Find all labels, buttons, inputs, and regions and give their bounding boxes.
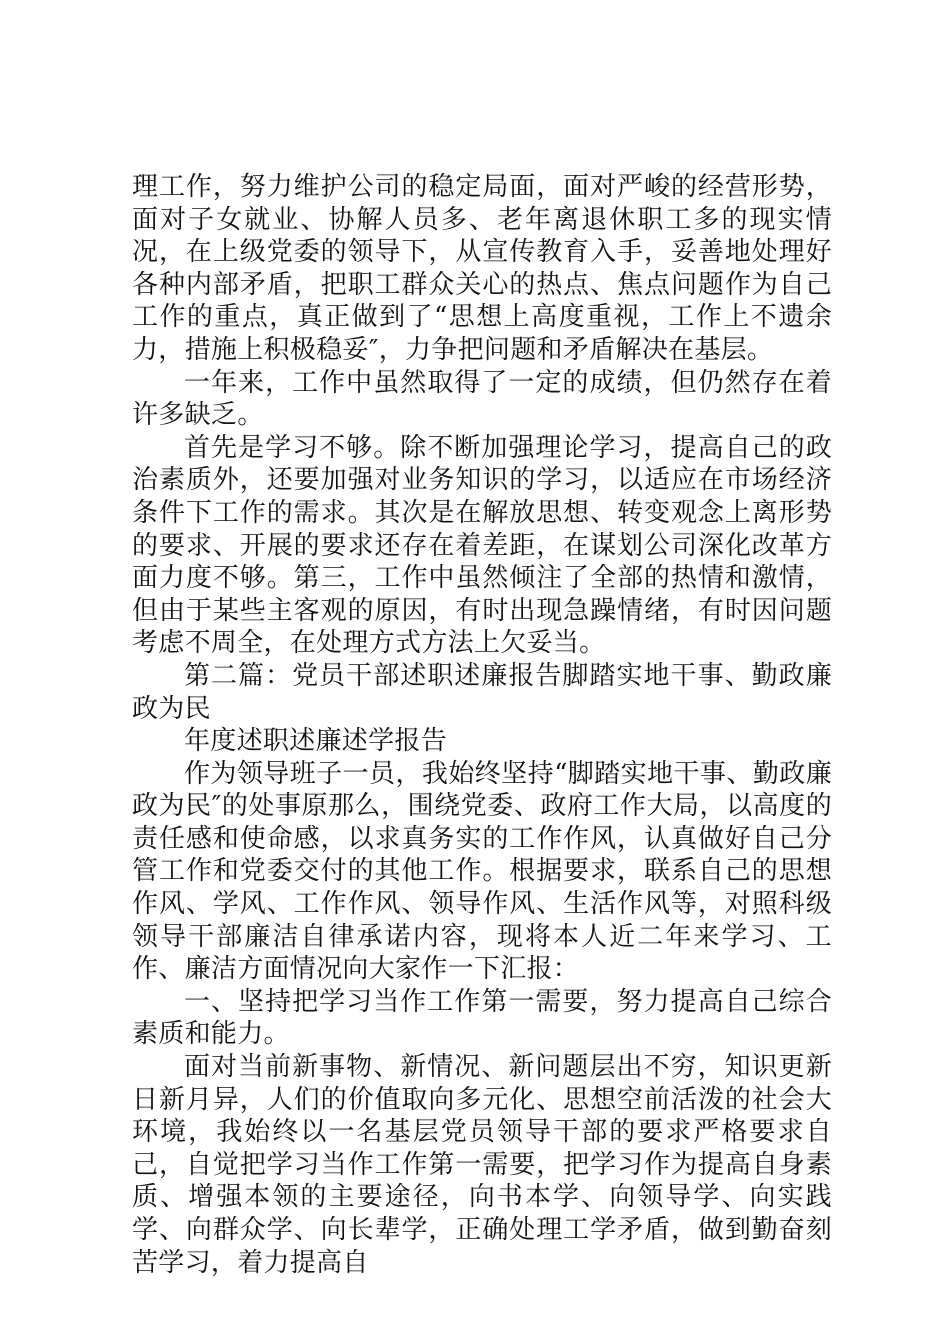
paragraph-continuation: 理工作，努力维护公司的稳定局面，面对严峻的经营形势，面对子女就业、协解人员多、老年离退休职工多的现实情况，在上级党委的领导下，从宣传教育入手，妥善地处理好各种内部矛盾，把职工群众关心的热点、焦点问题作为自己工作的重点，真正做到了“思想上高度重视，工作上不遗余力，措施上积极稳妥″，力争把问题和矛盾解决在基层。	[132, 172, 832, 365]
paragraph-study-detail: 面对当前新事物、新情况、新问题层出不穷，知识更新日新月异，人们的价值取向多元化、思想空前活泼的社会大环境，我始终以一名基层党员领导干部的要求严格要求自己，自觉把学习当作工作第一需要，把学习作为提高自身素质、增强本领的主要途径，向书本学、向领导学、向实践学、向群众学、向长辈学，正确处理工学矛盾，做到勤奋刻苦学习，着力提高自	[132, 1052, 832, 1278]
paragraph-shortcomings-detail: 首先是学习不够。除不断加强理论学习，提高自己的政治素质外，还要加强对业务知识的学习，以适应在市场经济条件下工作的需求。其次是在解放思想、转变观念上离形势的要求、开展的要求还存在着差距，在谋划公司深化改革方面力度不够。第三，工作中虽然倾注了全部的热情和激情，但由于某些主客观的原因，有时出现急躁情绪，有时因问题考虑不周全，在处理方式方法上欠妥当。	[132, 432, 832, 659]
report-title: 年度述职述廉述学报告	[184, 726, 448, 757]
document-body	[132, 171, 832, 1279]
paragraph-report-intro: 作为领导班子一员，我始终坚持“脚踏实地干事、勤政廉政为民″的处事原那么，围绕党委、政府工作大局，以高度的责任感和使命感，以求真务实的工作作风，认真做好自己分管工作和党委交付的其他工作。根据要求，联系自己的思想作风、学风、工作作风、领导作风、生活作风等，对照科级领导干部廉洁自律承诺内容，现将本人近二年来学习、工作、廉洁方面情况向大家作一下汇报：	[132, 758, 832, 985]
section-heading-part-two: 第二篇：党员干部述职述廉报告脚踏实地干事、勤政廉政为民	[132, 660, 832, 724]
subheading-study-first: 一、坚持把学习当作工作第一需要，努力提高自己综合素质和能力。	[132, 986, 832, 1050]
paragraph-shortcomings-intro: 一年来，工作中虽然取得了一定的成绩，但仍然存在着许多缺乏。	[132, 367, 832, 431]
